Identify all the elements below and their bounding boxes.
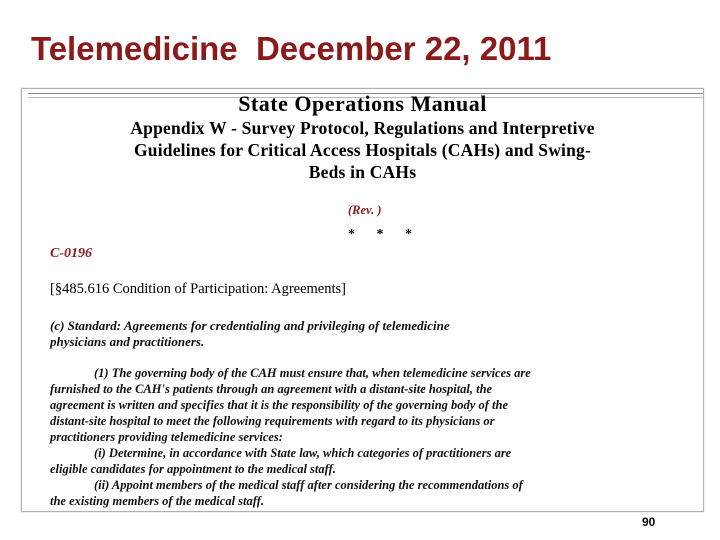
appendix-title-line-2: Guidelines for Critical Access Hospitals (CAHs) and Swing-	[133, 140, 592, 160]
slide-title: Telemedicine December 22, 2011	[31, 30, 552, 67]
body-line-4: distant-site hospital to meet the following requirements with regard to its physicians or	[50, 414, 495, 428]
body-line-9: the existing members of the medical staff.	[50, 494, 264, 508]
revision-label: (Rev. )	[348, 203, 382, 217]
standard-line-2: physicians and practitioners.	[50, 334, 205, 349]
page-number: 90	[642, 515, 656, 529]
body-line-1: (1) The governing body of the CAH must ensure that, when telemedicine services are	[94, 366, 531, 380]
condition-citation: [§485.616 Condition of Participation: Agreements]	[50, 281, 346, 297]
regulation-tag: C-0196	[50, 246, 92, 261]
body-line-3: agreement is written and specifies that it is the responsibility of the governing body of the	[50, 398, 508, 412]
body-line-5: practitioners providing telemedicine services:	[50, 430, 283, 444]
standard-line-1: (c) Standard: Agreements for credentialing and privileging of telemedicine	[50, 318, 450, 333]
document-image	[21, 88, 704, 512]
appendix-title-line-1: Appendix W - Survey Protocol, Regulations and Interpretive	[130, 118, 595, 138]
manual-heading: State Operations Manual	[238, 91, 487, 116]
body-line-6: (i) Determine, in accordance with State law, which categories of practitioners are	[94, 446, 512, 460]
appendix-title-line-3: Beds in CAHs	[308, 162, 417, 182]
body-line-2: furnished to the CAH's patients through an agreement with a distant-site hospital, the	[50, 382, 493, 396]
section-separator: * * *	[348, 227, 421, 242]
body-line-8: (ii) Appoint members of the medical staff after considering the recommendations of	[94, 478, 523, 492]
body-line-7: eligible candidates for appointment to the medical staff.	[50, 462, 336, 476]
